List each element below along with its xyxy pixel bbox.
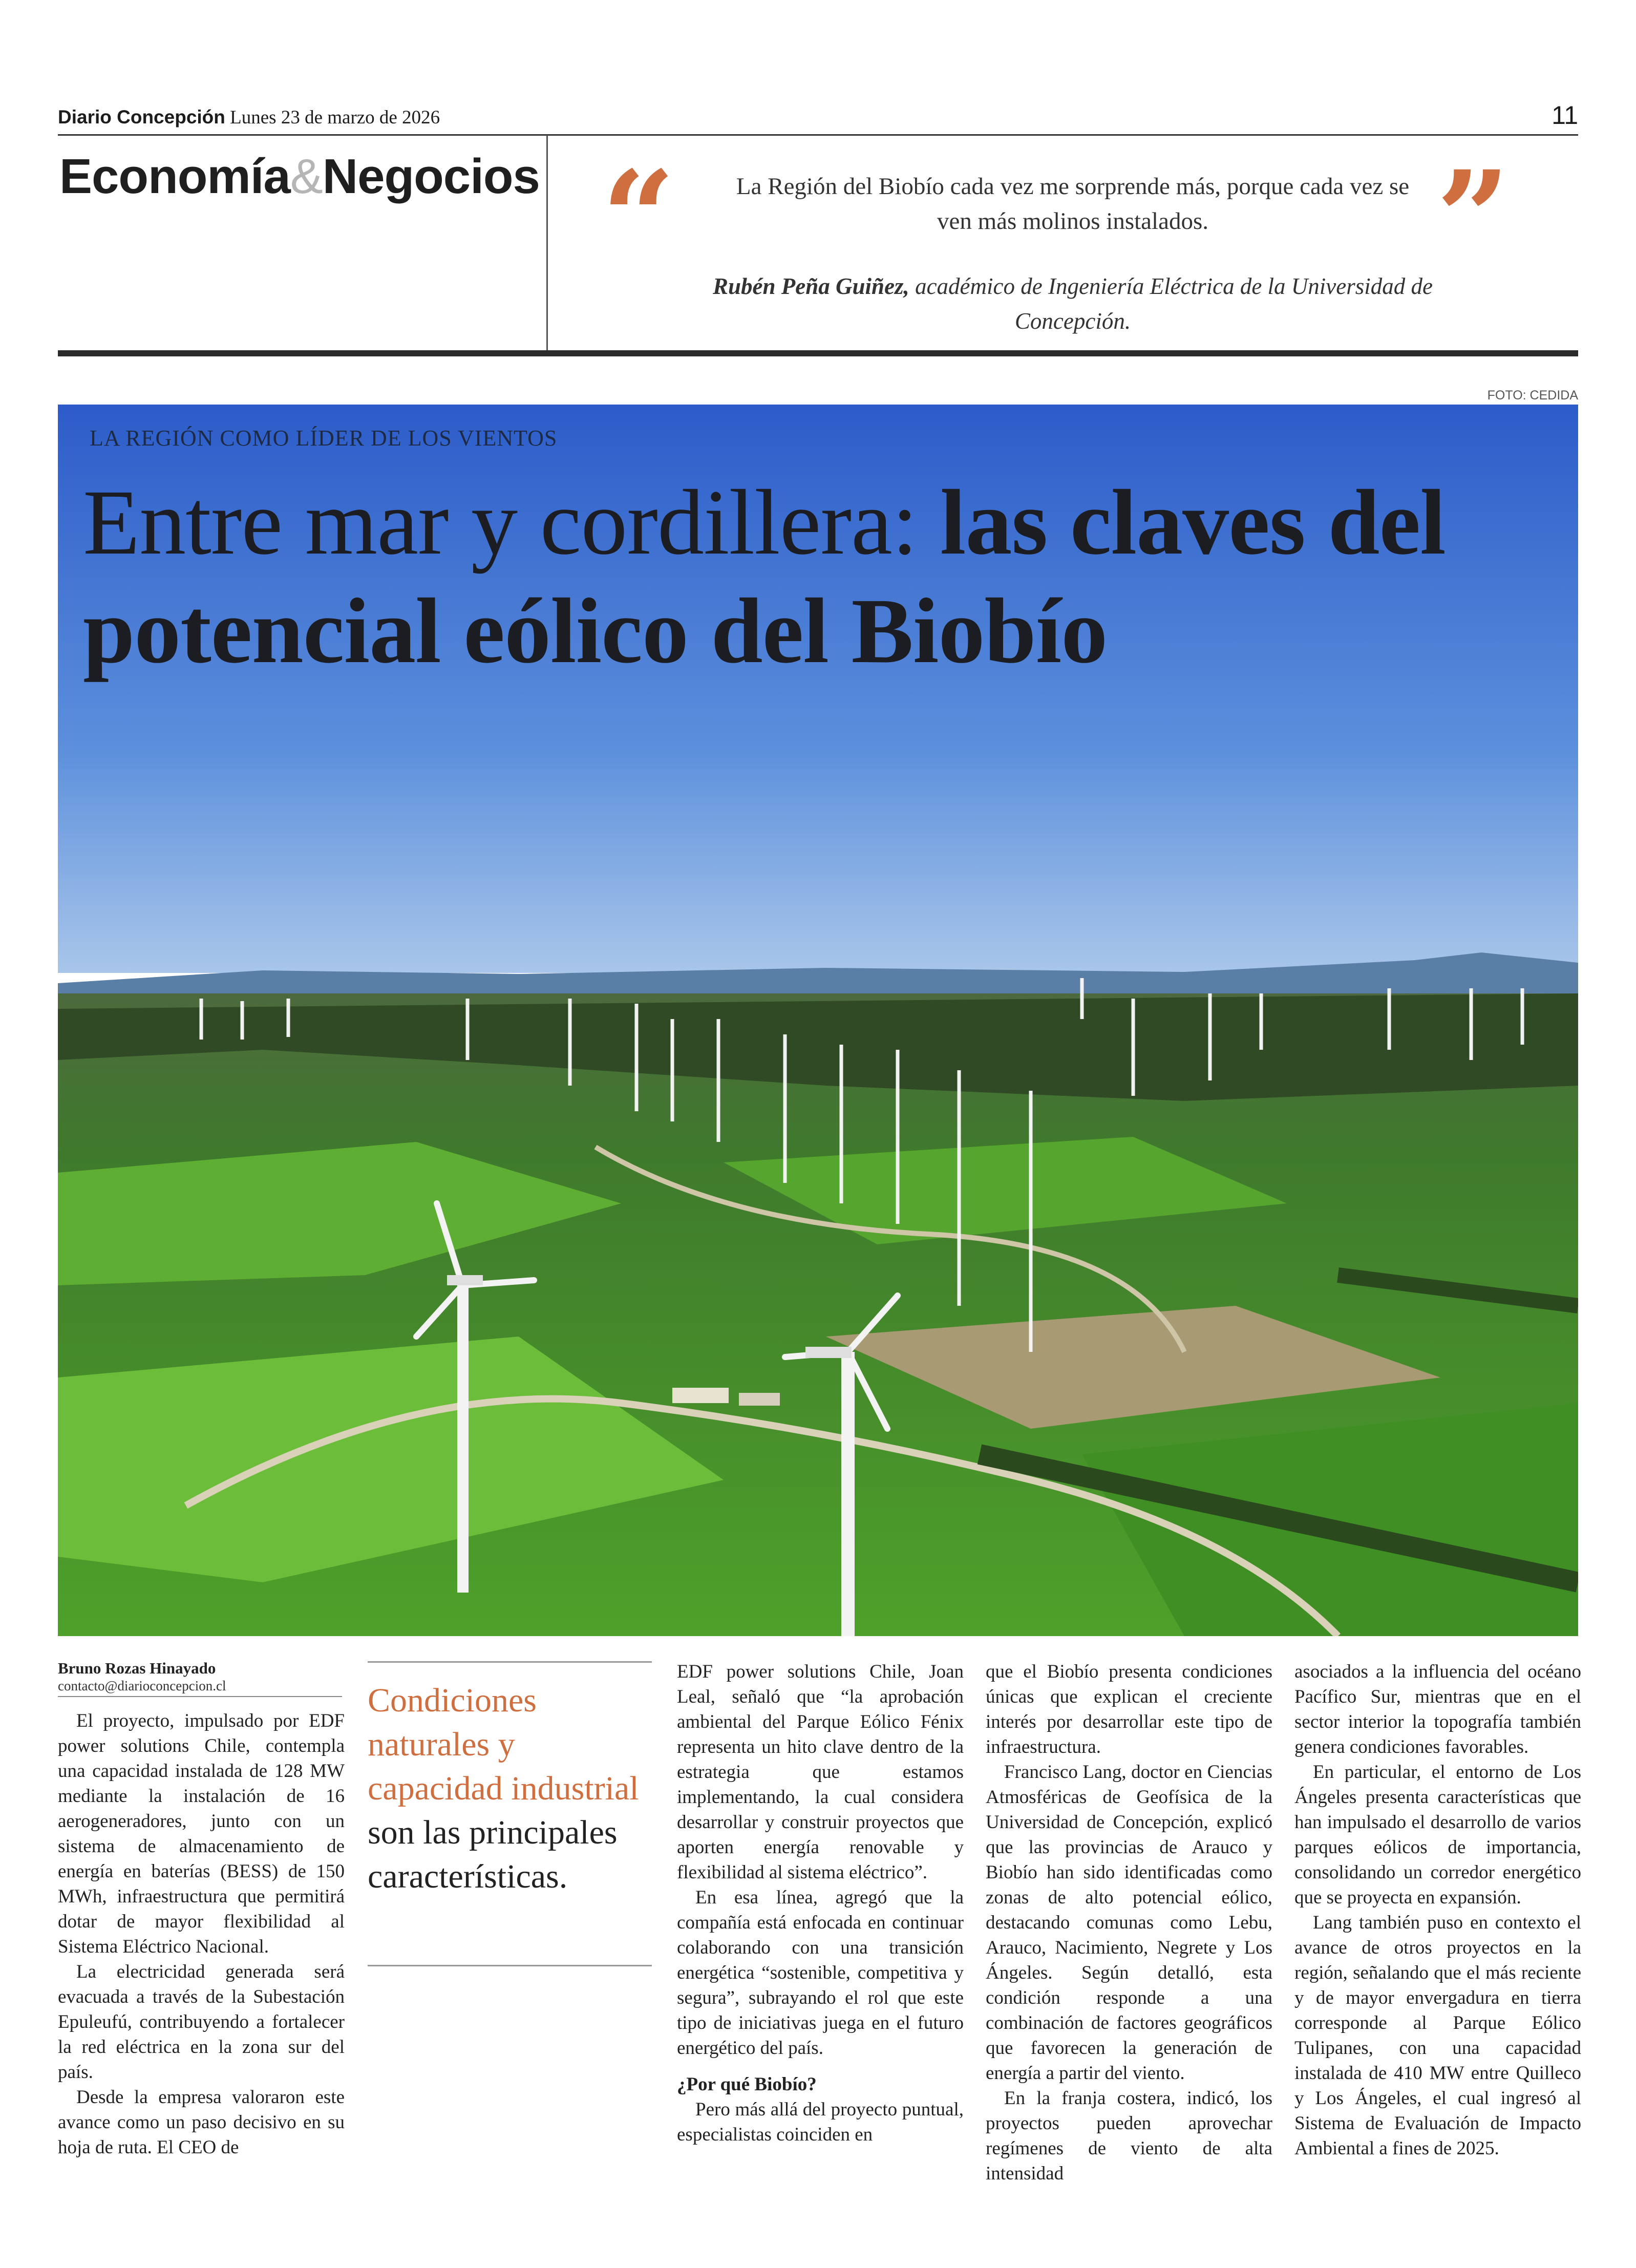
pullquote: [368, 1679, 652, 1899]
page-number: 11: [1552, 101, 1578, 130]
pullquote-highlight: Condiciones naturales y capacidad industrial: [368, 1682, 639, 1807]
article-column-1: [58, 1659, 345, 2160]
section-title-part1: Economía: [59, 149, 290, 204]
header-divider: [546, 135, 548, 350]
header-rule: [58, 134, 1578, 136]
byline-email: contacto@diarioconcepcion.cl: [58, 1678, 226, 1693]
featured-quote: La Región del Biobío cada vez me sorprende más, porque cada vez se ven más molinos instalados.: [736, 173, 1410, 235]
article-kicker: LA REGIÓN COMO LÍDER DE LOS VIENTOS: [90, 426, 558, 451]
quote-attribution: [681, 269, 1464, 338]
article-headline: [83, 469, 1558, 686]
photo-credit: FOTO: CEDIDA: [1487, 388, 1578, 402]
paragraph: La electricidad generada será evacuada a través de la Subestación Epuleufú, contribuyendo a fortalecer la red eléctrica en la zona sur del país.: [58, 1961, 345, 2083]
subheading: ¿Por qué Biobío?: [677, 2074, 817, 2095]
byline-name: Bruno Rozas Hinayado: [58, 1659, 216, 1677]
paragraph: Lang también puso en contexto el avance de otros proyectos en la región, señalando que el más reciente y de mayor envergadura en tierra corresponde al Parque Eólico Tulipanes, con una capacidad instalada de 410 MW entre Quilleco y Los Ángeles, el cual ingresó al Sistema de Evaluación de Impacto Ambiental a fines de 2025.: [1294, 1912, 1581, 2159]
article-column-3: [677, 1659, 964, 2147]
byline-rule: [58, 1696, 342, 1697]
headline-light: Entre mar y cordillera:: [83, 471, 940, 574]
issue-date: Lunes 23 de marzo de 2026: [230, 107, 440, 128]
paragraph: En la franja costera, indicó, los proyectos pueden aprovechar regímenes de viento de alta intensidad: [986, 2088, 1272, 2184]
pullquote-top-rule: [368, 1661, 652, 1663]
pullquote-rest: son las principales características.: [368, 1814, 618, 1895]
close-quote-icon: ”: [1436, 142, 1510, 293]
section-ampersand: &: [290, 149, 323, 204]
paragraph: En particular, el entorno de Los Ángeles presenta características que han impulsado el desarrollo de varios parques eólicos de importancia, consolidando un corredor energético que se proyecta en expansión.: [1294, 1762, 1581, 1908]
paragraph: Francisco Lang, doctor en Ciencias Atmosféricas de Geofísica de la Universidad de Concepción, explicó que las provincias de Arauco y Biobío han sido identificadas como zonas de alto potencial eólico, destacando comunas como Lebu, Arauco, Nacimiento, Negrete y Los Ángeles. Según detalló, esta condición responde a una combinación de factores geográficos que favorecen la generación de energía a partir del viento.: [986, 1762, 1272, 2084]
open-quote-icon: “: [602, 142, 675, 293]
paragraph: Desde la empresa valoraron este avance como un paso decisivo en su hoja de ruta. El CEO de: [58, 2087, 345, 2158]
pullquote-bottom-rule: [368, 1965, 652, 1966]
paragraph: que el Biobío presenta condiciones únicas que explican el creciente interés por desarrollar este tipo de infraestructura.: [986, 1661, 1272, 1757]
section-title: [59, 149, 540, 205]
paragraph: EDF power solutions Chile, Joan Leal, señaló que “la aprobación ambiental del Parque Eólico Fénix representa un hito clave dentro de la estrategia que estamos implementando, la cual considera desarrollar y construir proyectos que aporten energía renovable y flexibilidad al sistema eléctrico”.: [677, 1661, 964, 1883]
header-thick-rule: [58, 350, 1578, 356]
paper-name: Diario Concepción: [58, 107, 225, 128]
paragraph: asociados a la influencia del océano Pacífico Sur, mientras que en el sector interior la topografía también genera condiciones favorables.: [1294, 1661, 1581, 1757]
paragraph: El proyecto, impulsado por EDF power solutions Chile, contempla una capacidad instalada de 128 MW mediante la instalación de 16 aerogeneradores, junto con un sistema de almacenamiento de energía en baterías (BESS) de 150 MWh, infraestructura que permitirá dotar de mayor flexibilidad al Sistema Eléctrico Nacional.: [58, 1710, 345, 1957]
headline-bold: las claves del potencial eólico del Biobío: [83, 471, 1446, 683]
article-column-5: [1294, 1659, 1581, 2161]
paragraph: Pero más allá del proyecto puntual, especialistas coinciden en: [677, 2099, 964, 2145]
quote-author-role: académico de Ingeniería Eléctrica de la Universidad de Concepción.: [915, 273, 1433, 334]
section-title-part2: Negocios: [322, 149, 540, 204]
paragraph: En esa línea, agregó que la compañía está enfocada en continuar colaborando con una transición energética “sostenible, competitiva y segura”, subrayando el rol que este tipo de iniciativas juega en el futuro energético del país.: [677, 1887, 964, 2059]
folio-line: [58, 107, 440, 129]
quote-author-name: Rubén Peña Guiñez,: [712, 273, 909, 299]
article-column-4: [986, 1659, 1272, 2186]
